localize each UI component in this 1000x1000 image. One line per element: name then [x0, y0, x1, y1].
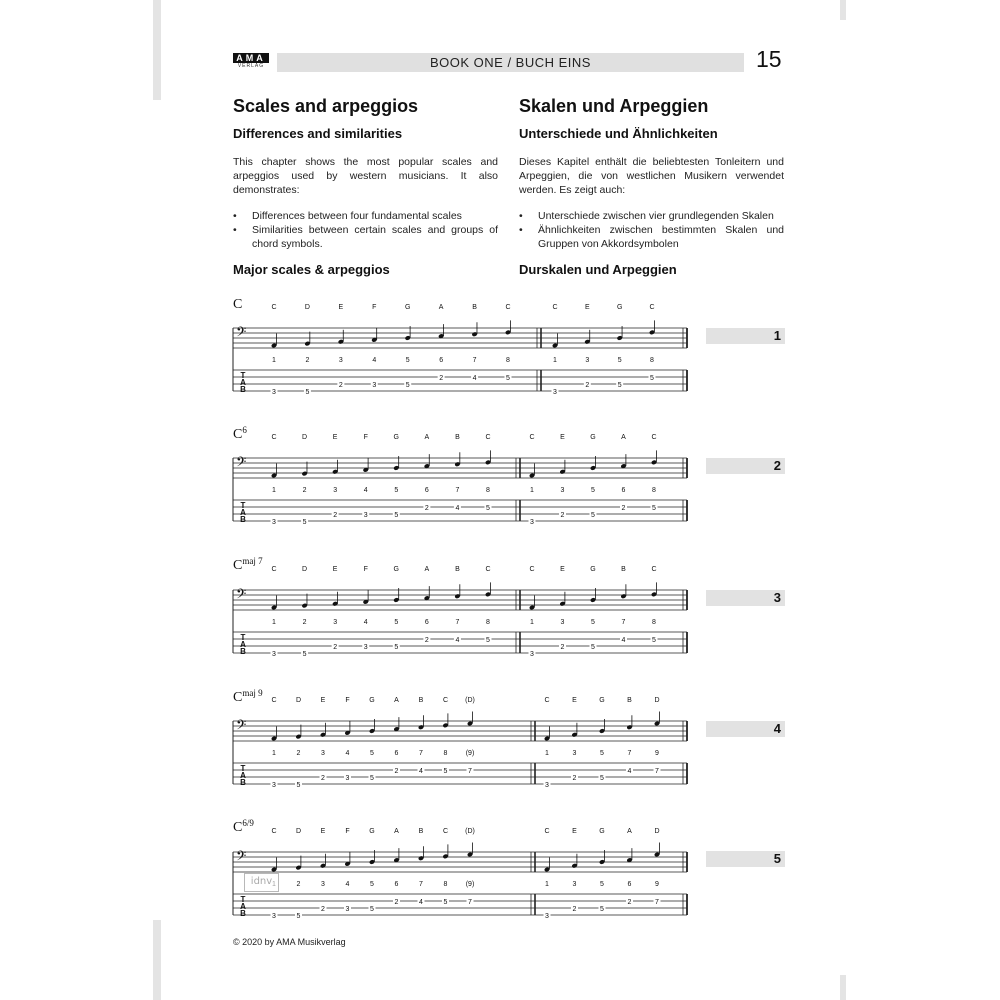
note-name-label: A — [438, 304, 444, 311]
tab-fret-number: 2 — [394, 768, 399, 775]
scale-degree-label: 5 — [370, 881, 374, 888]
tab-fret-number: 5 — [650, 375, 654, 382]
note-name-label: C — [544, 828, 550, 835]
tab-fret-number: 5 — [370, 906, 374, 913]
chord-extension: maj 7 — [242, 556, 263, 566]
note-name-label: G — [590, 434, 596, 441]
tab-fret-number: 5 — [296, 782, 301, 789]
chord-extension: 6 — [242, 425, 247, 435]
scale-degree-label: 8 — [443, 881, 448, 888]
note-name-label: E — [320, 697, 326, 704]
tab-fret-number: 4 — [472, 375, 477, 382]
note-name-label: E — [320, 828, 326, 835]
tab-label: T — [240, 764, 246, 773]
scale-degree-label: 5 — [591, 487, 595, 494]
tab-fret-number: 3 — [272, 913, 276, 920]
scale-degree-label: 5 — [394, 487, 399, 494]
scale-degree-label: 6 — [424, 619, 429, 626]
note-name-label: D — [654, 828, 660, 835]
scale-degree-label: 1 — [530, 619, 534, 626]
left-bullet-item: • Differences between four fundamental scales — [233, 209, 498, 223]
tab-fret-number: 4 — [419, 899, 423, 906]
tab-fret-number: 3 — [530, 651, 534, 658]
chord-extension: maj 9 — [242, 688, 263, 698]
tab-fret-number: 3 — [363, 644, 368, 651]
left-section-heading: Major scales & arpeggios — [233, 262, 390, 277]
scale-degree-label: 8 — [652, 487, 656, 494]
tab-label: B — [240, 647, 246, 656]
note-name-label: G — [599, 828, 605, 835]
scale-degree-label: 1 — [530, 487, 534, 494]
scale-degree-label: 5 — [600, 881, 604, 888]
note-name-label: A — [621, 434, 626, 441]
scale-degree-label: 5 — [394, 619, 399, 626]
scale-degree-label: 3 — [572, 881, 577, 888]
note-name-label: G — [590, 566, 596, 573]
example-number-box: 5 — [706, 851, 785, 867]
note-name-label: A — [627, 828, 632, 835]
note-name-label: D — [302, 434, 308, 441]
tab-fret-number: 5 — [394, 512, 399, 519]
tab-fret-number: 5 — [370, 775, 374, 782]
tab-label: T — [240, 633, 246, 642]
note-name-label: E — [338, 304, 344, 311]
scale-degree-label: 2 — [305, 357, 310, 364]
watermark-logo: idnv — [244, 873, 279, 892]
tab-fret-number: 5 — [486, 505, 490, 512]
scale-degree-label: 1 — [272, 619, 276, 626]
note-name-label: E — [560, 434, 565, 441]
note-name-label: B — [418, 697, 424, 704]
scale-degree-label: 9 — [655, 750, 659, 757]
running-header: BOOK ONE / BUCH EINS — [277, 53, 744, 72]
tab-fret-number: 3 — [272, 389, 276, 396]
scale-degree-label: 3 — [560, 619, 565, 626]
note-name-label: G — [404, 304, 411, 311]
note-name-label: B — [627, 697, 632, 704]
tab-fret-number: 3 — [272, 782, 276, 789]
note-name-label: C — [271, 566, 277, 573]
scale-degree-label: 7 — [419, 750, 423, 757]
note-name-label: C — [651, 566, 657, 573]
tab-fret-number: 5 — [600, 906, 604, 913]
scale-degree-label: 7 — [621, 619, 626, 626]
chord-root: C — [233, 427, 243, 442]
note-name-label: D — [304, 304, 310, 311]
tab-fret-number: 5 — [302, 651, 307, 658]
tab-fret-number: 4 — [419, 768, 423, 775]
tab-fret-number: 2 — [333, 644, 338, 651]
tab-label: A — [240, 902, 246, 911]
tab-fret-number: 5 — [394, 644, 399, 651]
scale-degree-label: 9 — [655, 881, 659, 888]
scale-degree-label: 3 — [572, 750, 577, 757]
scale-degree-label: 2 — [302, 487, 307, 494]
example-number-box: 2 — [706, 458, 785, 474]
scale-degree-label: 1 — [545, 750, 549, 757]
right-paragraph: Dieses Kapitel enthält die beliebtesten Tonleitern und Arpeggien, die von westlichen Musikern verwendet werden. Es zeigt auch: — [519, 156, 784, 196]
note-name-label: F — [372, 304, 377, 311]
tab-fret-number: 5 — [405, 382, 410, 389]
left-bullet-item: • Similarities between certain scales and groups of chord symbols. — [233, 223, 498, 251]
tab-fret-number: 7 — [468, 899, 472, 906]
note-name-label: E — [572, 828, 577, 835]
note-name-label: C — [271, 434, 277, 441]
chord-root: C — [233, 820, 243, 835]
bass-clef-icon: 𝄢 — [236, 454, 247, 473]
tab-label: B — [240, 909, 246, 918]
scale-degree-label: 5 — [370, 750, 374, 757]
note-name-label: E — [584, 304, 590, 311]
tab-fret-number: 5 — [617, 382, 622, 389]
scale-degree-label: 6 — [394, 881, 399, 888]
tab-label: B — [240, 385, 246, 394]
scale-degree-label: 8 — [652, 619, 656, 626]
tab-fret-number: 3 — [545, 913, 549, 920]
tab-fret-number: 5 — [302, 519, 307, 526]
note-name-label: C — [649, 304, 655, 311]
tab-fret-number: 3 — [530, 519, 534, 526]
tab-fret-number: 3 — [372, 382, 377, 389]
note-name-label: G — [393, 434, 400, 441]
scale-degree-label: 6 — [621, 487, 626, 494]
tab-fret-number: 3 — [345, 775, 350, 782]
tab-fret-number: 4 — [455, 505, 460, 512]
right-bullet-item: • Unterschiede zwischen vier grundlegenden Skalen — [519, 209, 784, 223]
tab-fret-number: 2 — [572, 775, 577, 782]
tab-fret-number: 5 — [591, 512, 595, 519]
page-number: 15 — [756, 46, 782, 72]
note-name-label: G — [599, 697, 605, 704]
right-bullet-item: • Ähnlichkeiten zwischen bestimmten Skalen und Gruppen von Akkordsymbolen — [519, 223, 784, 251]
scale-degree-label: (9) — [465, 881, 475, 888]
scale-degree-label: 4 — [363, 487, 368, 494]
note-name-label: B — [621, 566, 626, 573]
tab-fret-number: 7 — [655, 899, 659, 906]
note-name-label: E — [332, 566, 338, 573]
note-name-label: D — [295, 828, 302, 835]
tab-fret-number: 3 — [363, 512, 368, 519]
tab-fret-number: 2 — [585, 382, 590, 389]
tab-label: T — [240, 895, 246, 904]
bass-clef-icon: 𝄢 — [236, 717, 247, 736]
scale-degree-label: 5 — [591, 619, 595, 626]
scale-degree-label: 8 — [650, 357, 654, 364]
note-name-label: F — [363, 566, 368, 573]
bass-clef-icon: 𝄢 — [236, 848, 247, 867]
scale-degree-label: 1 — [545, 881, 549, 888]
scale-degree-label: 4 — [345, 881, 350, 888]
note-name-label: C — [544, 697, 550, 704]
scale-degree-label: 2 — [302, 619, 307, 626]
tab-label: T — [240, 501, 246, 510]
scale-degree-label: 5 — [600, 750, 604, 757]
tab-fret-number: 2 — [321, 775, 325, 782]
scale-degree-label: 3 — [321, 881, 325, 888]
note-name-label: E — [332, 434, 338, 441]
tab-fret-number: 5 — [305, 389, 310, 396]
note-name-label: C — [529, 566, 535, 573]
tab-fret-number: 5 — [486, 637, 490, 644]
note-name-label: (D) — [465, 697, 475, 704]
tab-fret-number: 2 — [394, 899, 399, 906]
note-name-label: C — [505, 304, 511, 311]
scale-degree-label: 8 — [506, 357, 510, 364]
left-title: Scales and arpeggios — [233, 96, 419, 116]
note-name-label: F — [363, 434, 368, 441]
note-name-label: G — [393, 566, 400, 573]
tab-fret-number: 3 — [345, 906, 350, 913]
tab-fret-number: 7 — [468, 768, 472, 775]
tab-fret-number: 5 — [652, 637, 656, 644]
chord-root: C — [233, 558, 243, 573]
note-name-label: A — [394, 828, 399, 835]
bass-clef-icon: 𝄢 — [236, 324, 247, 343]
tab-fret-number: 2 — [560, 644, 565, 651]
note-name-label: F — [345, 697, 350, 704]
tab-fret-number: 5 — [443, 768, 448, 775]
tab-label: T — [240, 371, 246, 380]
tab-fret-number: 2 — [627, 899, 632, 906]
tab-fret-number: 2 — [333, 512, 338, 519]
scale-degree-label: 3 — [338, 357, 343, 364]
tab-fret-number: 5 — [652, 505, 656, 512]
example-number-box: 3 — [706, 590, 785, 606]
tab-fret-number: 3 — [545, 782, 549, 789]
tab-label: A — [240, 771, 246, 780]
note-name-label: G — [369, 697, 375, 704]
note-name-label: C — [271, 304, 277, 311]
note-name-label: C — [485, 434, 491, 441]
note-name-label: C — [442, 697, 449, 704]
note-name-label: A — [424, 434, 430, 441]
tab-fret-number: 2 — [572, 906, 577, 913]
note-name-label: C — [442, 828, 449, 835]
bass-clef-icon: 𝄢 — [236, 586, 247, 605]
tab-fret-number: 3 — [553, 389, 557, 396]
tab-fret-number: 5 — [443, 899, 448, 906]
scale-degree-label: 4 — [345, 750, 350, 757]
scale-degree-label: 6 — [627, 881, 632, 888]
tab-label: B — [240, 778, 246, 787]
note-name-label: D — [654, 697, 660, 704]
scale-degree-label: 3 — [560, 487, 565, 494]
scale-degree-label: 3 — [333, 487, 338, 494]
tab-fret-number: 2 — [560, 512, 565, 519]
scale-degree-label: 7 — [472, 357, 477, 364]
scale-degree-label: 5 — [405, 357, 410, 364]
note-name-label: B — [455, 566, 460, 573]
scale-degree-label: 7 — [455, 619, 460, 626]
tab-label: A — [240, 640, 246, 649]
scale-degree-label: 3 — [585, 357, 590, 364]
scale-degree-label: 7 — [419, 881, 423, 888]
scale-degree-label: 6 — [439, 357, 444, 364]
tab-fret-number: 5 — [600, 775, 604, 782]
tab-fret-number: 4 — [455, 637, 460, 644]
scale-degree-label: 1 — [553, 357, 557, 364]
note-name-label: A — [394, 697, 399, 704]
note-name-label: G — [616, 304, 623, 311]
note-name-label: C — [485, 566, 491, 573]
note-name-label: D — [302, 566, 308, 573]
right-section-heading: Durskalen und Arpeggien — [519, 262, 677, 277]
scale-degree-label: 3 — [333, 619, 338, 626]
scale-degree-label: 8 — [486, 487, 490, 494]
tab-fret-number: 3 — [272, 519, 276, 526]
note-name-label: C — [651, 434, 657, 441]
note-name-label: C — [529, 434, 535, 441]
note-name-label: E — [572, 697, 577, 704]
tab-fret-number: 2 — [321, 906, 325, 913]
tab-fret-number: 2 — [424, 637, 429, 644]
note-name-label: C — [552, 304, 558, 311]
left-subtitle: Differences and similarities — [233, 126, 403, 141]
tab-fret-number: 5 — [591, 644, 595, 651]
tab-fret-number: 2 — [338, 382, 343, 389]
scale-degree-label: 7 — [627, 750, 632, 757]
note-name-label: C — [271, 697, 277, 704]
scale-degree-label: 8 — [443, 750, 448, 757]
scale-degree-label: 1 — [272, 357, 276, 364]
note-name-label: A — [424, 566, 430, 573]
tab-fret-number: 5 — [506, 375, 510, 382]
scale-degree-label: 2 — [296, 881, 301, 888]
chord-extension: 6/9 — [242, 818, 254, 828]
scale-degree-label: 6 — [424, 487, 429, 494]
right-subtitle: Unterschiede und Ähnlichkeiten — [519, 126, 718, 141]
note-name-label: B — [472, 304, 477, 311]
tab-label: A — [240, 378, 246, 387]
left-paragraph: This chapter shows the most popular scales and arpeggios used by western musicians. It also demonstrates: — [233, 156, 498, 196]
chord-root: C — [233, 690, 243, 705]
scale-degree-label: 3 — [321, 750, 325, 757]
chord-root: C — [233, 297, 243, 312]
logo-text: AMA — [233, 53, 269, 63]
note-name-label: D — [295, 697, 302, 704]
tab-label: B — [240, 515, 246, 524]
note-name-label: F — [345, 828, 350, 835]
example-number-box: 1 — [706, 328, 785, 344]
scale-degree-label: 7 — [455, 487, 460, 494]
logo-subtext: VERLAG — [237, 63, 265, 69]
tab-fret-number: 5 — [296, 913, 301, 920]
scale-degree-label: (9) — [465, 750, 475, 757]
note-name-label: C — [271, 828, 277, 835]
tab-fret-number: 3 — [272, 651, 276, 658]
scale-degree-label: 4 — [372, 357, 377, 364]
scale-degree-label: 1 — [272, 750, 276, 757]
copyright-footer: © 2020 by AMA Musikverlag — [233, 937, 346, 947]
scale-degree-label: 8 — [486, 619, 490, 626]
note-name-label: E — [560, 566, 565, 573]
tab-fret-number: 2 — [424, 505, 429, 512]
tab-fret-number: 4 — [627, 768, 632, 775]
tab-fret-number: 2 — [439, 375, 444, 382]
tab-label: A — [240, 508, 246, 517]
example-number-box: 4 — [706, 721, 785, 737]
scale-degree-label: 1 — [272, 487, 276, 494]
note-name-label: G — [369, 828, 375, 835]
scale-degree-label: 6 — [394, 750, 399, 757]
scale-degree-label: 2 — [296, 750, 301, 757]
note-name-label: B — [418, 828, 424, 835]
tab-fret-number: 2 — [621, 505, 626, 512]
tab-fret-number: 4 — [621, 637, 626, 644]
note-name-label: (D) — [465, 828, 475, 835]
right-title: Skalen und Arpeggien — [519, 96, 709, 116]
tab-fret-number: 7 — [655, 768, 659, 775]
scale-degree-label: 5 — [617, 357, 622, 364]
scale-degree-label: 4 — [363, 619, 368, 626]
note-name-label: B — [455, 434, 460, 441]
